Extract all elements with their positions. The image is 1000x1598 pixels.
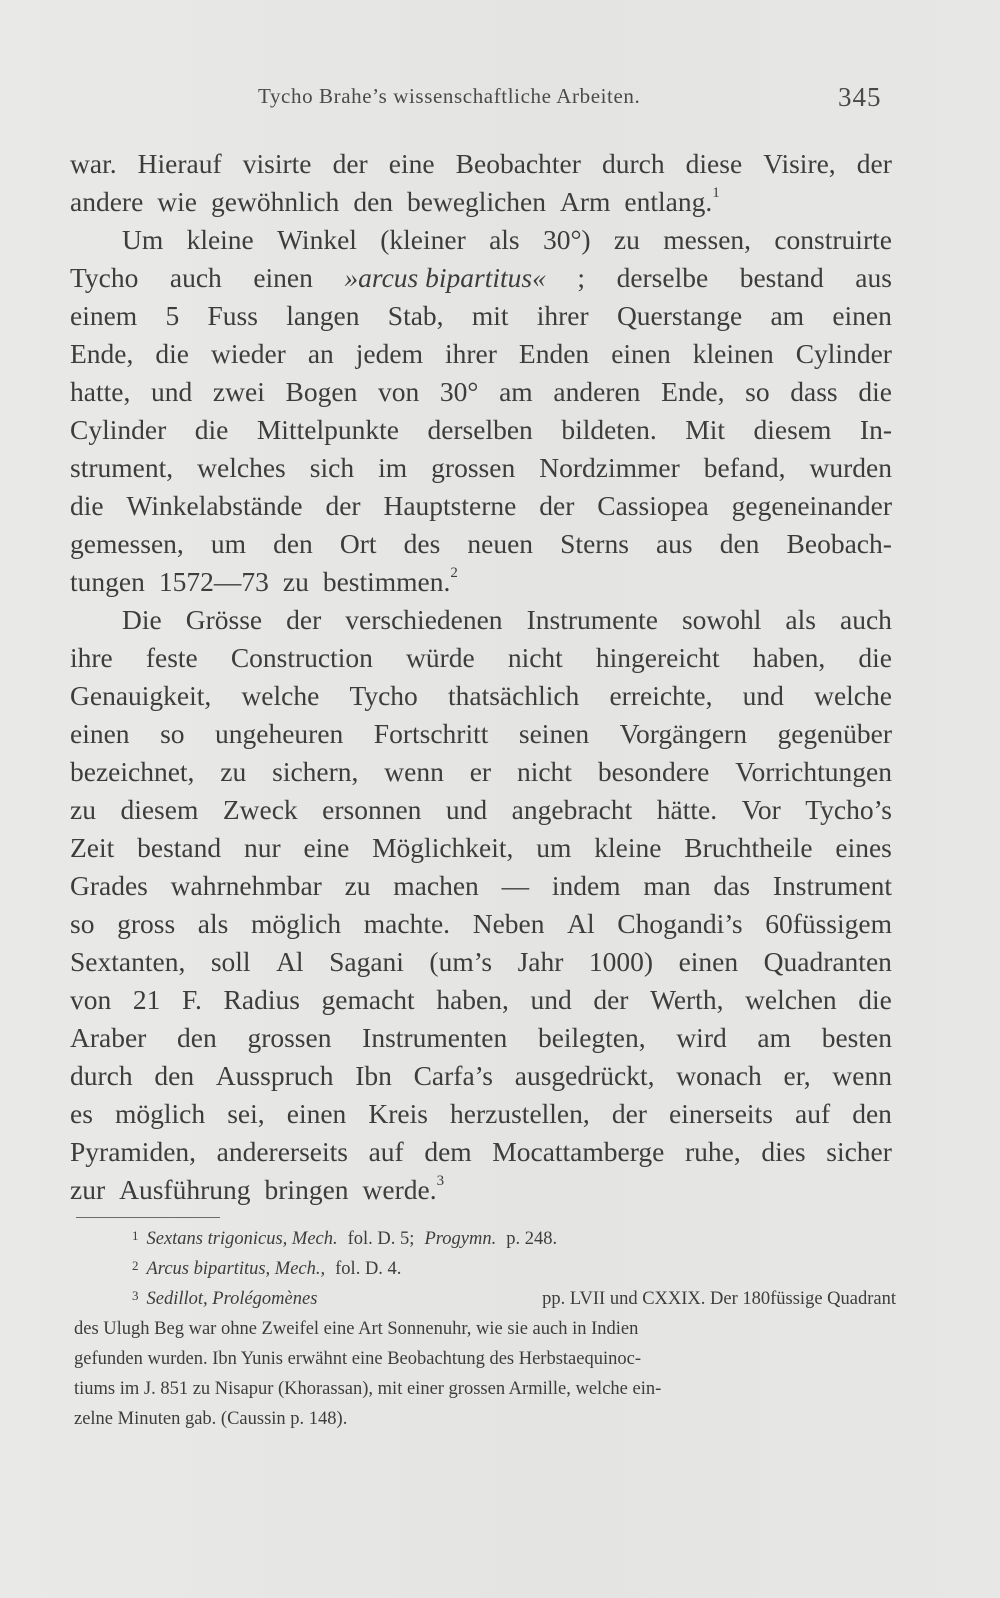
word: besten: [821, 1022, 892, 1053]
word: Cylinder: [795, 338, 892, 369]
word: indem: [551, 870, 621, 901]
footnote-text: p. 248.: [506, 1229, 558, 1249]
word: so: [160, 718, 185, 749]
word: möglich: [115, 1098, 206, 1129]
word: erreichte,: [609, 680, 713, 711]
word: grossen: [431, 452, 516, 483]
word: der: [539, 490, 575, 521]
word: grossen: [247, 1022, 332, 1053]
word: Ende,: [70, 338, 134, 369]
footnote-text: pp. LVII und CXXIX. Der 180füssige Quadrant: [542, 1289, 896, 1309]
footnote-3-line: zelne Minuten gab. (Caussin p. 148).: [74, 1409, 348, 1429]
word: 60füssigem: [765, 908, 892, 939]
word: ;: [577, 262, 586, 293]
word: langen: [286, 300, 360, 331]
word: Zweck: [222, 794, 298, 825]
word: einen: [253, 262, 313, 293]
word: Vor: [741, 794, 781, 825]
word: zu: [220, 756, 247, 787]
word: einen: [611, 338, 671, 369]
word: gewöhnlich: [211, 186, 340, 217]
footnote-reference[interactable]: 2: [450, 564, 458, 581]
word: bestand: [739, 262, 824, 293]
word: Um: [122, 224, 164, 255]
word: zur: [70, 1174, 106, 1205]
word: Fuss: [207, 300, 258, 331]
body-line: [70, 943, 892, 981]
word: des: [403, 528, 441, 559]
word: es: [70, 1098, 93, 1129]
body-text: [70, 145, 892, 1209]
word: Die: [122, 604, 162, 635]
word: neuen: [467, 528, 534, 559]
word: diesem: [120, 794, 199, 825]
word: als: [489, 224, 520, 255]
word: eine: [388, 148, 435, 179]
word: verschiedenen: [345, 604, 503, 635]
footnote-number: 2: [132, 1258, 139, 1273]
word: die: [155, 338, 189, 369]
word: Arm: [560, 186, 611, 217]
word: bildeten.: [561, 414, 657, 445]
word: kleinen: [692, 338, 774, 369]
word: Tycho’s: [805, 794, 892, 825]
word: Mit: [685, 414, 726, 445]
word: Bruchtheile: [684, 832, 813, 863]
word: herzustellen,: [450, 1098, 590, 1129]
word: 30°): [542, 224, 591, 255]
word: würde: [406, 642, 475, 673]
body-line: [70, 1019, 892, 1057]
word: zu: [613, 224, 640, 255]
word: welche: [241, 680, 320, 711]
body-line: [70, 525, 892, 563]
word: so: [70, 908, 95, 939]
word: der: [593, 984, 629, 1015]
footnote-text: fol. D. 5;: [347, 1229, 415, 1249]
footnote-reference[interactable]: 1: [712, 184, 720, 201]
word: Möglichkeit,: [372, 832, 514, 863]
word: werde.$^3$: [362, 1172, 445, 1205]
word: an: [307, 338, 334, 369]
word: wieder: [211, 338, 286, 369]
word: von: [70, 984, 112, 1015]
footnote-3: [74, 1284, 896, 1314]
word: wenn: [832, 1060, 892, 1091]
word: den: [353, 186, 394, 217]
word: In-: [859, 414, 892, 445]
word: so: [745, 376, 770, 407]
word: Instrumenten: [362, 1022, 508, 1053]
word: derselben: [427, 414, 533, 445]
word: Fortschritt: [373, 718, 489, 749]
word: im: [378, 452, 408, 483]
word: 30°: [439, 376, 479, 407]
word: auf: [368, 1136, 404, 1167]
footnotes: [74, 1224, 896, 1434]
word: wie: [157, 186, 197, 217]
word: einerseits: [669, 1098, 773, 1129]
word: bringen: [264, 1174, 349, 1205]
word: welche: [814, 680, 892, 711]
running-title: Tycho Brahe’s wissenschaftliche Arbeiten.: [258, 84, 641, 108]
word: zu: [70, 794, 96, 825]
word: Winkel: [277, 224, 357, 255]
footnote-text: fol. D. 4.: [335, 1259, 402, 1279]
word: Jahr: [517, 946, 564, 977]
word: 1000): [588, 946, 654, 977]
word: sich: [309, 452, 355, 483]
word: Radius: [223, 984, 300, 1015]
footnote-2: [74, 1254, 896, 1284]
word: eine: [303, 832, 350, 863]
word: durch: [601, 148, 665, 179]
body-line: [70, 753, 892, 791]
footnote-citation: Arcus bipartitus, Mech.,: [146, 1259, 326, 1279]
italic-term: »arcus bipartitus«: [344, 262, 546, 293]
word: einem: [70, 300, 138, 331]
body-line: [70, 373, 892, 411]
word: Cassiopea: [597, 490, 709, 521]
word: dass: [790, 376, 838, 407]
word: Werth,: [650, 984, 724, 1015]
page-number: 345: [838, 82, 882, 112]
word: möglich: [251, 908, 342, 939]
word: zwei: [212, 376, 265, 407]
word: um: [210, 528, 247, 559]
word: diesem: [753, 414, 832, 445]
body-line: [70, 1133, 892, 1171]
word: ihrer: [536, 300, 589, 331]
word: aus: [655, 528, 693, 559]
word: Quadranten: [763, 946, 892, 977]
word: den: [177, 1022, 217, 1053]
word: 1572—73: [158, 566, 269, 597]
word: welches: [197, 452, 286, 483]
body-line: [70, 601, 892, 639]
word: Instrumente: [526, 604, 658, 635]
word: den: [273, 528, 313, 559]
word: hatte,: [70, 376, 131, 407]
word: Nordzimmer: [539, 452, 680, 483]
word: aus: [855, 262, 892, 293]
word: sicher: [826, 1136, 892, 1167]
word: feste: [145, 642, 198, 673]
word: die: [858, 984, 892, 1015]
word: Genauigkeit,: [70, 680, 212, 711]
word: am: [770, 300, 805, 331]
body-line: [70, 639, 892, 677]
body-line: [70, 221, 892, 259]
word: gemacht: [321, 984, 415, 1015]
footnote-rule: [76, 1217, 220, 1218]
word: um: [536, 832, 572, 863]
body-line: [70, 487, 892, 525]
word: einen: [286, 1098, 347, 1129]
word: sei,: [227, 1098, 265, 1129]
word: bezeichnet,: [70, 756, 195, 787]
word: einen: [70, 718, 130, 749]
word: Sextanten,: [70, 946, 186, 977]
word: ihre: [70, 642, 113, 673]
word: zu: [282, 566, 309, 597]
word: ausgedrückt,: [514, 1060, 655, 1091]
word: mit: [471, 300, 509, 331]
word: Pyramiden,: [70, 1136, 197, 1167]
footnote-citation: Sedillot, Prolégomènes: [146, 1289, 318, 1309]
word: Enden: [518, 338, 590, 369]
body-line: [70, 1095, 892, 1133]
word: die: [194, 414, 229, 445]
word: Beobach-: [786, 528, 892, 559]
body-line: [70, 183, 892, 221]
body-line: [70, 1171, 892, 1209]
word: der: [325, 490, 361, 521]
word: thatsächlich: [447, 680, 580, 711]
word: auch: [169, 262, 222, 293]
word: war.: [70, 148, 117, 179]
word: dem: [424, 1136, 472, 1167]
word: Winkelabstände: [126, 490, 303, 521]
word: besondere: [597, 756, 710, 787]
word: Tycho: [349, 680, 418, 711]
word: und: [445, 794, 488, 825]
word: die: [70, 490, 104, 521]
word: wird: [676, 1022, 727, 1053]
word: gemessen,: [70, 528, 184, 559]
word: wahrnehmbar: [170, 870, 322, 901]
word: messen,: [663, 224, 752, 255]
word: haben,: [752, 642, 826, 673]
word: Sagani: [329, 946, 404, 977]
word: gegenüber: [777, 718, 892, 749]
body-line: [70, 335, 892, 373]
word: visirte: [242, 148, 312, 179]
word: hätte.: [656, 794, 718, 825]
word: gegeneinander: [731, 490, 892, 521]
word: Neben: [472, 908, 545, 939]
word: sowohl: [681, 604, 762, 635]
footnote-reference[interactable]: 3: [436, 1172, 445, 1189]
word: Mittelpunkte: [256, 414, 399, 445]
word: beilegten,: [537, 1022, 646, 1053]
word: angebracht: [511, 794, 633, 825]
word: kleine: [594, 832, 662, 863]
word: von: [378, 376, 420, 407]
word: 5: [165, 300, 180, 331]
footnote-3-line: des Ulugh Beg war ohne Zweifel eine Art Sonnenuhr, wie sie auch in Indien: [74, 1319, 639, 1339]
word: durch: [70, 1060, 133, 1091]
word: seinen: [518, 718, 590, 749]
word: er: [469, 756, 492, 787]
word: der: [856, 148, 892, 179]
word: das: [713, 870, 751, 901]
word: wonach: [676, 1060, 762, 1091]
word: entlang.$^1$: [624, 184, 720, 217]
word: bestand: [137, 832, 222, 863]
word: als: [197, 908, 229, 939]
word: beweglichen: [407, 186, 546, 217]
word: am: [499, 376, 533, 407]
word: jedem: [355, 338, 423, 369]
footnote-citation: Sextans trigonicus, Mech.: [146, 1229, 338, 1249]
word: Visire,: [763, 148, 836, 179]
body-line: [70, 145, 892, 183]
word: eines: [835, 832, 892, 863]
word: wenn: [384, 756, 444, 787]
word: am: [757, 1022, 792, 1053]
body-line: [70, 563, 892, 601]
word: derselbe: [616, 262, 709, 293]
word: der: [332, 148, 368, 179]
word: Hierauf: [137, 148, 222, 179]
word: Al: [567, 908, 595, 939]
word: (kleiner: [380, 224, 466, 255]
word: bestimmen.$^2$: [322, 564, 458, 597]
body-line: [70, 449, 892, 487]
word: Araber: [70, 1022, 147, 1053]
footnote-3-line: tiums im J. 851 zu Nisapur (Khorassan), mit einer grossen Armille, welche ein-: [74, 1379, 662, 1399]
word: ersonnen: [322, 794, 422, 825]
word: Kreis: [368, 1098, 428, 1129]
word: Ort: [339, 528, 377, 559]
word: zu: [344, 870, 371, 901]
word: Carfa’s: [413, 1060, 494, 1091]
word: diese: [685, 148, 743, 179]
word: Beobachter: [455, 148, 581, 179]
word: Hauptsterne: [383, 490, 517, 521]
word: 21: [132, 984, 161, 1015]
word: man: [643, 870, 691, 901]
word: den: [852, 1098, 892, 1129]
word: und: [151, 376, 193, 407]
word: einen: [832, 300, 892, 331]
word: Cylinder: [70, 414, 167, 445]
footnote-number: 1: [132, 1228, 139, 1243]
footnote-1: [74, 1224, 896, 1254]
word: (um’s: [429, 946, 493, 977]
word: F.: [181, 984, 202, 1015]
word: construirte: [774, 224, 892, 255]
word: auch: [840, 604, 892, 635]
body-line: [70, 905, 892, 943]
body-line: [70, 297, 892, 335]
word: Chogandi’s: [617, 908, 743, 939]
word: Querstange: [616, 300, 743, 331]
word: und: [742, 680, 784, 711]
word: den: [154, 1060, 195, 1091]
word: welchen: [745, 984, 837, 1015]
footnote-3-line: gefunden wurden. Ibn Yunis erwähnt eine Beobachtung des Herbstaequinoc-: [74, 1349, 641, 1369]
word: nicht: [507, 642, 563, 673]
word: und: [530, 984, 572, 1015]
word: gross: [117, 908, 176, 939]
word: —: [501, 870, 530, 901]
word: Ausspruch: [215, 1060, 334, 1091]
body-line: [70, 791, 892, 829]
body-line: [70, 715, 892, 753]
word: sichern,: [272, 756, 359, 787]
word: kleine: [186, 224, 254, 255]
word: machen: [393, 870, 479, 901]
word: Stab,: [387, 300, 444, 331]
body-line: [70, 1057, 892, 1095]
word: Mocattamberge: [492, 1136, 665, 1167]
word: die: [858, 376, 892, 407]
word: er,: [783, 1060, 811, 1091]
word: Sterns: [560, 528, 629, 559]
word: Ende,: [661, 376, 725, 407]
word: den: [719, 528, 760, 559]
word: Instrument: [772, 870, 892, 901]
word: ruhe,: [684, 1136, 741, 1167]
footnote-number: 3: [132, 1288, 139, 1303]
word: ihrer: [445, 338, 497, 369]
word: Construction: [230, 642, 373, 673]
word: wurden: [809, 452, 892, 483]
body-line: [70, 867, 892, 905]
body-line: [70, 829, 892, 867]
word: die: [858, 642, 892, 673]
word: machte.: [363, 908, 451, 939]
word: befand,: [703, 452, 786, 483]
body-line: [70, 981, 892, 1019]
word: ungeheuren: [215, 718, 344, 749]
body-line: [70, 259, 892, 297]
word: Bogen: [285, 376, 358, 407]
word: dies: [761, 1136, 806, 1167]
word: einen: [678, 946, 739, 977]
word: nicht: [516, 756, 572, 787]
word: Ausführung: [119, 1174, 251, 1205]
word: hingereicht: [595, 642, 720, 673]
word: andere: [70, 186, 144, 217]
word: soll: [210, 946, 251, 977]
word: anderen: [553, 376, 641, 407]
body-line: [70, 677, 892, 715]
word: Grades: [70, 870, 148, 901]
word: Al: [276, 946, 304, 977]
word: der: [611, 1098, 647, 1129]
word: andererseits: [216, 1136, 348, 1167]
word: strument,: [70, 452, 174, 483]
word: als: [785, 604, 816, 635]
footnote-citation: Progymn.: [424, 1229, 497, 1249]
word: Grösse: [185, 604, 263, 635]
word: Ibn: [355, 1060, 392, 1091]
word: auf: [794, 1098, 831, 1129]
word: Vorrichtungen: [735, 756, 892, 787]
word: Zeit: [70, 832, 115, 863]
word: nur: [243, 832, 281, 863]
word: Vorgängern: [619, 718, 747, 749]
word: haben,: [436, 984, 509, 1015]
word: der: [286, 604, 322, 635]
body-line: [70, 411, 892, 449]
word: Tycho: [70, 262, 139, 293]
word: tungen: [70, 566, 145, 597]
